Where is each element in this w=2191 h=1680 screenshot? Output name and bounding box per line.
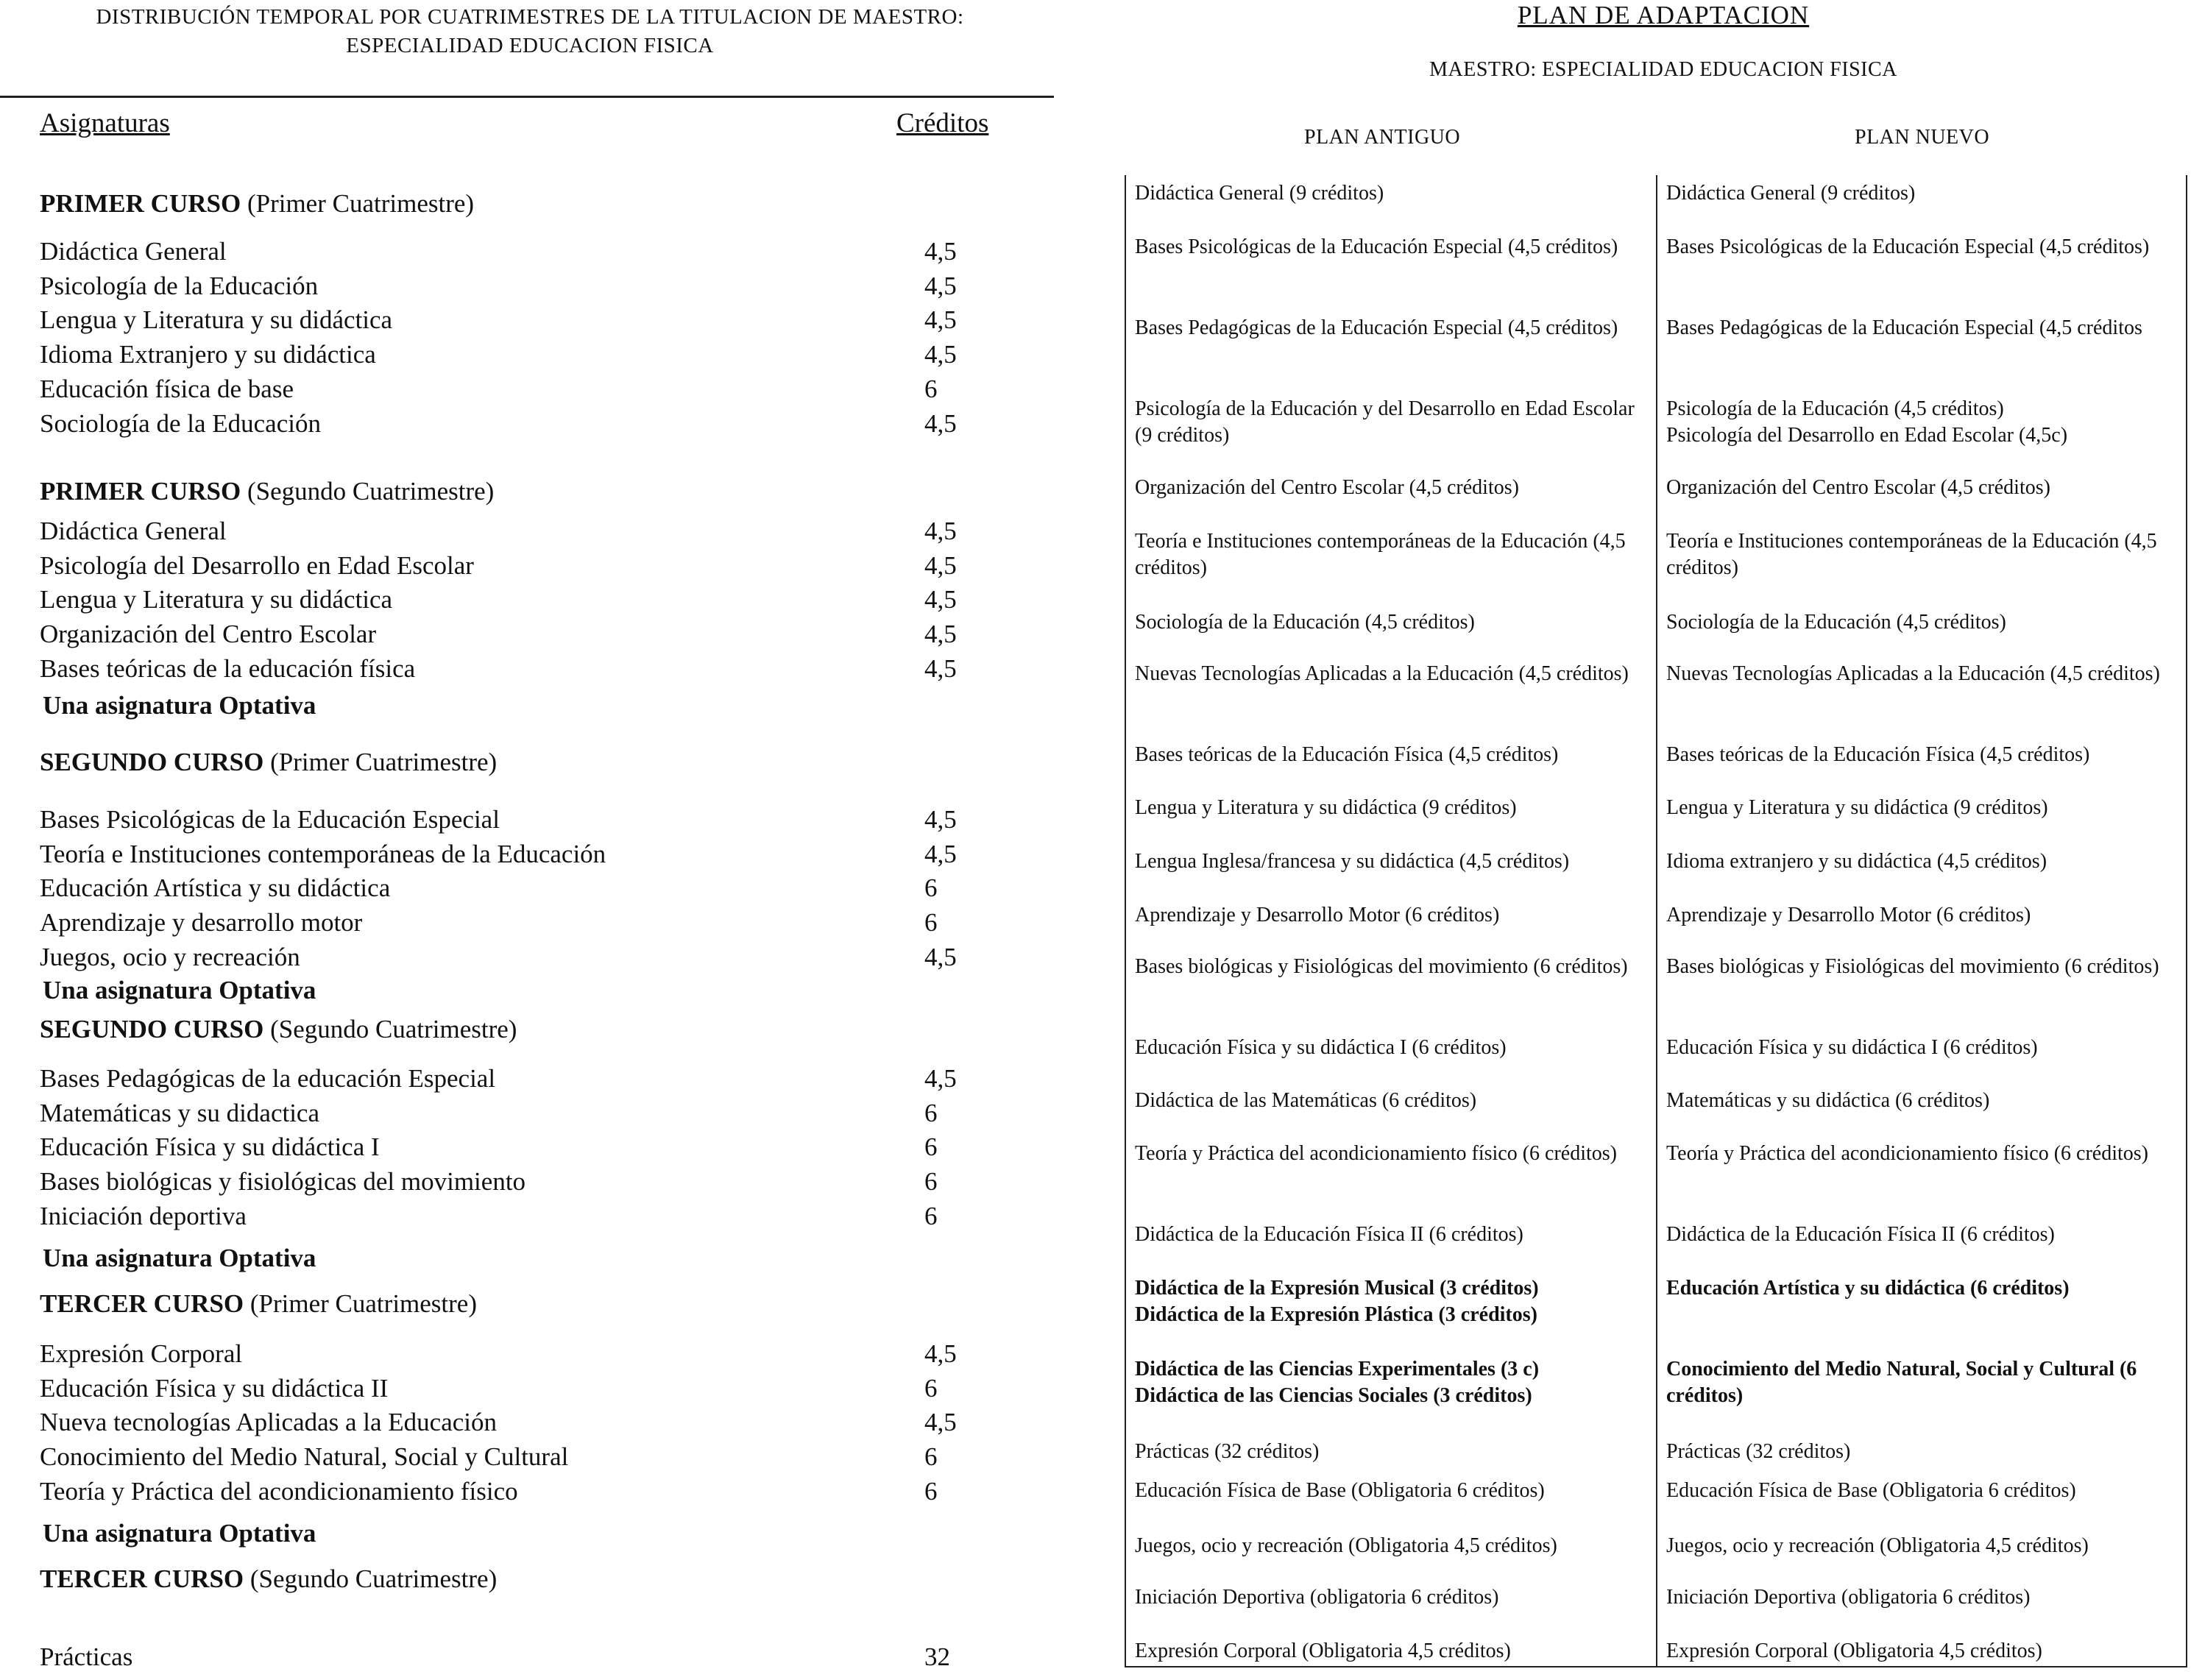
plan-antiguo-cell [1135,315,1650,341]
subject-credits: 6 [924,873,938,903]
subject-name: Educación Física y su didáctica II [40,1373,389,1403]
plan-antiguo-cell [1135,795,1650,821]
subject-credits: 6 [924,1201,938,1230]
plan-nuevo-text: Idioma extranjero y su didáctica (4,5 créditos) [1666,850,2047,873]
subject-name: Conocimiento del Medio Natural, Social y Cultural [40,1442,569,1472]
subject-name: Teoría e Instituciones contemporáneas de la Educación [40,839,606,868]
plan-nuevo-text: Lengua y Literatura y su didáctica (9 créditos) [1666,796,2048,819]
subject-credits: 6 [924,374,938,403]
plan-nuevo-text: Educación Artística y su didáctica (6 créditos) [1666,1277,2070,1300]
plan-nuevo-cell [1666,1478,2181,1504]
plan-nuevo-text: Aprendizaje y Desarrollo Motor (6 créditos) [1666,904,2031,926]
plan-antiguo-text: Prácticas (32 créditos) [1135,1440,1320,1463]
subject-name: Prácticas [40,1642,133,1671]
plan-nuevo-cell [1666,234,2181,260]
plan-antiguo-text: Educación Física y su didáctica I (6 créditos) [1135,1036,1507,1059]
plan-antiguo-cell [1135,1638,1650,1665]
plan-nuevo-cell [1666,1088,2181,1114]
plan-antiguo-cell [1135,234,1650,260]
subject-credits: 32 [924,1642,950,1671]
subject-credits: 6 [924,1167,938,1197]
plan-antiguo-cell [1135,1439,1650,1465]
section-term: (Segundo Cuatrimestre) [247,477,495,506]
subject-name: Bases teóricas de la educación física [40,653,416,683]
plan-nuevo-cell [1666,396,2181,449]
subject-name: Bases Psicológicas de la Educación Especial [40,805,500,834]
plan-nuevo-cell [1666,475,2181,501]
subject-credits: 4,5 [924,1408,957,1437]
section-term: (Segundo Cuatrimestre) [249,1564,498,1593]
adaptation-table [1125,175,2187,1667]
section-title [40,188,474,219]
plan-antiguo-text: Didáctica de la Expresión Musical (3 créditos) [1135,1277,1539,1300]
plan-nuevo-text: Didáctica General (9 créditos) [1666,182,1916,205]
plan-antiguo-text: Organización del Centro Escolar (4,5 créditos) [1135,476,1519,499]
adaptation-panel [1104,0,2191,1680]
subject-name: Aprendizaje y desarrollo motor [40,908,363,938]
plan-nuevo-text: Expresión Corporal (Obligatoria 4,5 créditos) [1666,1640,2042,1662]
plan-nuevo-text: Bases teóricas de la Educación Física (4,5 créditos) [1666,743,2090,766]
subject-credits: 4,5 [924,1064,957,1093]
plan-nuevo-text: Educación Física de Base (Obligatoria 6 créditos) [1666,1479,2076,1502]
subject-name: Iniciación deportiva [40,1201,247,1230]
subject-name: Juegos, ocio y recreación [40,942,300,971]
subject-credits: 6 [924,1442,938,1472]
subject-credits: 4,5 [924,305,957,335]
subject-name: Didáctica General [40,517,227,545]
subject-credits: 4,5 [924,550,957,580]
plan-nuevo-text: Matemáticas y su didáctica (6 créditos) [1666,1089,1990,1112]
plan-nuevo-text: Prácticas (32 créditos) [1666,1440,1851,1463]
plan-antiguo-cell [1135,609,1650,636]
subject-credits: 4,5 [924,805,957,834]
subject-name: Didáctica General [40,237,227,266]
plan-nuevo-cell [1666,848,2181,875]
column-header-plan-nuevo: PLAN NUEVO [1855,126,1990,149]
plan-antiguo-cell [1135,1533,1650,1559]
subject-credits: 6 [924,1476,938,1506]
section-term: (Segundo Cuatrimestre) [270,1015,517,1043]
plan-antiguo-text: Lengua y Literatura y su didáctica (9 créditos) [1135,796,1517,819]
subject-name: Psicología de la Educación [40,271,319,300]
plan-antiguo-text: Didáctica de las Ciencias Experimentales (3 c) [1135,1358,1540,1380]
subject-name: Matemáticas y su didactica [40,1098,319,1127]
plan-antiguo-text: Teoría y Práctica del acondicionamiento físico (6 créditos) [1135,1142,1618,1165]
subject-credits: 4,5 [924,942,957,971]
section-course: SEGUNDO CURSO [40,1015,264,1043]
plan-nuevo-cell [1666,180,2181,207]
plan-nuevo-cell [1666,1584,2181,1611]
plan-nuevo-cell [1666,742,2181,768]
column-header-plan-antiguo: PLAN ANTIGUO [1304,126,1461,149]
plan-antiguo-text: Didáctica de la Educación Física II (6 créditos) [1135,1223,1523,1246]
plan-antiguo-cell [1135,902,1650,929]
subject-name: Lengua y Literatura y su didáctica [40,305,393,335]
plan-antiguo-text: Didáctica de la Expresión Plástica (3 créditos) [1135,1303,1537,1326]
plan-nuevo-text: Bases Pedagógicas de la Educación Especial (4,5 créditos [1666,316,2142,339]
plan-antiguo-cell [1135,1275,1650,1328]
subject-credits: 4,5 [924,237,957,266]
subject-name: Organización del Centro Escolar [40,620,377,649]
plan-antiguo-text: Educación Física de Base (Obligatoria 6 créditos) [1135,1479,1545,1502]
plan-nuevo-cell [1666,1222,2181,1248]
plan-antiguo-text: Lengua Inglesa/francesa y su didáctica (4,5 créditos) [1135,850,1570,873]
section-title [40,1289,477,1319]
plan-antiguo-text: Didáctica de las Matemáticas (6 créditos) [1135,1089,1477,1112]
distribution-panel [0,0,1060,1680]
distribution-title-line2: ESPECIALIDAD EDUCACION FISICA [346,34,714,57]
plan-antiguo-cell [1135,1035,1650,1061]
subject-credits: 6 [924,1098,938,1127]
subject-credits: 4,5 [924,620,957,649]
plan-nuevo-text: Didáctica de la Educación Física II (6 créditos) [1666,1223,2055,1246]
plan-nuevo-cell [1666,1439,2181,1465]
subject-name: Expresión Corporal [40,1339,243,1368]
plan-antiguo-cell [1135,396,1650,449]
subject-name: Bases Pedagógicas de la educación Especial [40,1064,496,1093]
section-term: (Primer Cuatrimestre) [270,748,498,776]
plan-antiguo-text: Aprendizaje y Desarrollo Motor (6 créditos) [1135,904,1500,926]
plan-nuevo-cell [1666,1533,2181,1559]
plan-nuevo-text: Teoría y Práctica del acondicionamiento físico (6 créditos) [1666,1142,2149,1165]
subject-credits: 6 [924,1373,938,1403]
plan-antiguo-cell [1135,1088,1650,1114]
section-course: TERCER CURSO [40,1289,244,1318]
plan-nuevo-cell [1666,954,2181,980]
distribution-title [0,3,1060,60]
plan-antiguo-text: Didáctica de las Ciencias Sociales (3 créditos) [1135,1384,1532,1407]
plan-nuevo-text: Bases Psicológicas de la Educación Especial (4,5 créditos) [1666,235,2150,258]
plan-nuevo-text: Iniciación Deportiva (obligatoria 6 créditos) [1666,1586,2031,1609]
column-header-creditos: Créditos [896,108,989,138]
subject-credits: 4,5 [924,839,957,868]
section-term: (Primer Cuatrimestre) [247,189,475,218]
subject-name: Idioma Extranjero y su didáctica [40,340,376,369]
subject-name: Educación Física y su didáctica I [40,1133,380,1162]
subject-credits: 4,5 [924,585,957,614]
plan-nuevo-cell [1666,528,2181,581]
column-divider [1656,175,1657,1666]
section-term: (Primer Cuatrimestre) [249,1289,477,1318]
plan-nuevo-text: Nuevas Tecnologías Aplicadas a la Educación (4,5 créditos) [1666,662,2160,685]
optional-subject-note: Una asignatura Optativa [43,976,316,1004]
adaptation-subtitle: MAESTRO: ESPECIALIDAD EDUCACION FISICA [1429,58,1897,81]
plan-antiguo-text: Juegos, ocio y recreación (Obligatoria 4,5 créditos) [1135,1534,1557,1557]
plan-nuevo-text: Sociología de la Educación (4,5 créditos) [1666,611,2006,634]
subject-credits: 4,5 [924,271,957,300]
plan-nuevo-text: Organización del Centro Escolar (4,5 créditos) [1666,476,2050,499]
plan-antiguo-cell [1135,1141,1650,1167]
plan-nuevo-cell [1666,609,2181,636]
plan-antiguo-cell [1135,180,1650,207]
plan-antiguo-cell [1135,475,1650,501]
subject-name: Teoría y Práctica del acondicionamiento físico [40,1476,518,1506]
plan-antiguo-text: Teoría e Instituciones contemporáneas de la Educación (4,5 créditos) [1135,530,1626,579]
plan-antiguo-cell [1135,661,1650,687]
plan-antiguo-text: Psicología de la Educación y del Desarrollo en Edad Escolar (9 créditos) [1135,397,1635,447]
subject-name: Bases biológicas y fisiológicas del movimiento [40,1167,526,1197]
plan-nuevo-cell [1666,1356,2181,1409]
plan-antiguo-cell [1135,1222,1650,1248]
subject-credits: 4,5 [924,653,957,683]
section-title [40,747,497,778]
plan-nuevo-cell [1666,1275,2181,1302]
plan-nuevo-text: Bases biológicas y Fisiológicas del movimiento (6 créditos) [1666,955,2159,978]
plan-antiguo-text: Sociología de la Educación (4,5 créditos) [1135,611,1475,634]
plan-nuevo-text: Teoría e Instituciones contemporáneas de la Educación (4,5 créditos) [1666,530,2157,579]
plan-antiguo-cell [1135,528,1650,581]
plan-antiguo-cell [1135,1478,1650,1504]
plan-nuevo-text: Psicología del Desarrollo en Edad Escolar (4,5c) [1666,424,2068,447]
subject-name: Educación Artística y su didáctica [40,873,391,903]
subject-name: Psicología del Desarrollo en Edad Escolar [40,550,474,580]
section-course: TERCER CURSO [40,1564,244,1593]
subject-name: Lengua y Literatura y su didáctica [40,585,393,614]
plan-nuevo-cell [1666,1638,2181,1665]
subject-credits: 4,5 [924,408,957,438]
plan-nuevo-cell [1666,1035,2181,1061]
plan-nuevo-text: Juegos, ocio y recreación (Obligatoria 4,5 créditos) [1666,1534,2089,1557]
subject-name: Nueva tecnologías Aplicadas a la Educación [40,1408,498,1437]
subject-credits: 4,5 [924,1339,957,1368]
plan-nuevo-cell [1666,315,2181,341]
plan-antiguo-text: Bases teóricas de la Educación Física (4,5 créditos) [1135,743,1559,766]
adaptation-title: PLAN DE ADAPTACION [1517,1,1810,29]
plan-nuevo-text: Psicología de la Educación (4,5 créditos) [1666,397,2004,420]
plan-antiguo-text: Didáctica General (9 créditos) [1135,182,1384,205]
plan-nuevo-cell [1666,795,2181,821]
plan-nuevo-cell [1666,661,2181,687]
plan-antiguo-text: Bases Psicológicas de la Educación Especial (4,5 créditos) [1135,235,1618,258]
plan-antiguo-text: Bases biológicas y Fisiológicas del movimiento (6 créditos) [1135,955,1628,978]
plan-antiguo-cell [1135,742,1650,768]
section-title [40,476,494,507]
optional-subject-note: Una asignatura Optativa [43,1244,316,1272]
subject-credits: 6 [924,908,938,938]
subject-credits: 4,5 [924,340,957,369]
plan-nuevo-cell [1666,1141,2181,1167]
subject-name: Sociología de la Educación [40,408,321,438]
section-title [40,1564,497,1595]
subject-credits: 6 [924,1133,938,1162]
plan-nuevo-text: Conocimiento del Medio Natural, Social y Cultural (6 créditos) [1666,1358,2137,1407]
section-course: SEGUNDO CURSO [40,748,264,776]
plan-antiguo-text: Expresión Corporal (Obligatoria 4,5 créditos) [1135,1640,1511,1662]
optional-subject-note: Una asignatura Optativa [43,691,316,720]
section-course: PRIMER CURSO [40,477,241,506]
subject-name: Educación física de base [40,374,294,403]
plan-antiguo-text: Bases Pedagógicas de la Educación Especial (4,5 créditos) [1135,316,1618,339]
plan-nuevo-text: Educación Física y su didáctica I (6 créditos) [1666,1036,2038,1059]
plan-antiguo-cell [1135,954,1650,980]
section-title [40,1014,517,1045]
distribution-title-line1: DISTRIBUCIÓN TEMPORAL POR CUATRIMESTRES DE LA TITULACION DE MAESTRO: [96,5,964,29]
subject-credits: 4,5 [924,517,957,545]
plan-antiguo-cell [1135,848,1650,875]
optional-subject-note: Una asignatura Optativa [43,1519,316,1548]
plan-antiguo-cell [1135,1356,1650,1409]
plan-antiguo-cell [1135,1584,1650,1611]
plan-antiguo-text: Iniciación Deportiva (obligatoria 6 créditos) [1135,1586,1499,1609]
section-course: PRIMER CURSO [40,189,241,218]
plan-nuevo-cell [1666,902,2181,929]
header-rule [0,96,1054,98]
plan-antiguo-text: Nuevas Tecnologías Aplicadas a la Educación (4,5 créditos) [1135,662,1629,685]
column-header-asignaturas: Asignaturas [40,108,170,138]
